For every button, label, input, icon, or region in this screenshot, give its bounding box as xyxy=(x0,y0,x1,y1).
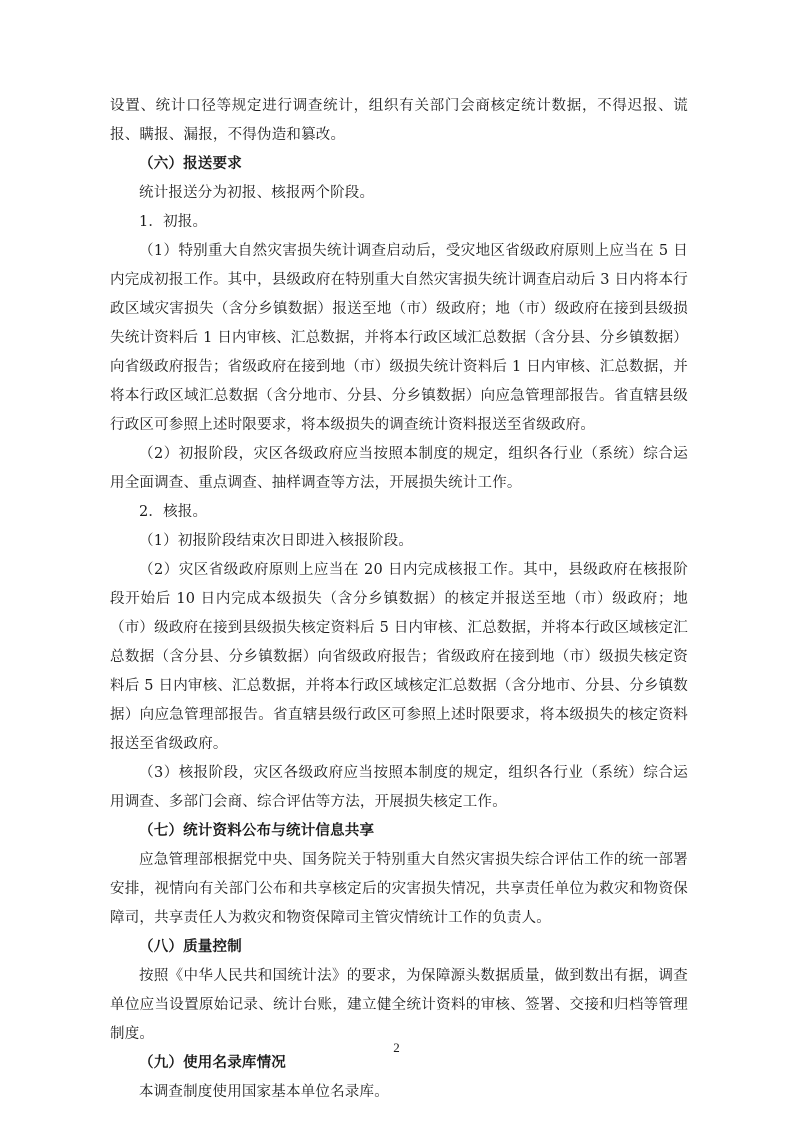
paragraph: （2）灾区省级政府原则上应当在 20 日内完成核报工作。其中，县级政府在核报阶段开始后 10 日内完成本级损失（含分乡镇数据）的核定并报送至地（市）级政府；地（市）级政府在接到县级损失核定资料后 5 日内审核、汇总数据，并将本行政区域核定汇总数据（含分县、分乡镇数据）向省级政府报告；省级政府在接到地（市）级损失核定资料后 5 日内审核、汇总数据，并将本行政区域核定汇总数据（含分地市、分县、分乡镇数据）向应急管理部报告。省直辖县级行政区可参照上述时限要求，将本级损失的核定资料报送至省级政府。 xyxy=(110,562,688,752)
paragraph: 按照《中华人民共和国统计法》的要求，为保障源头数据质量，做到数出有据，调查单位应当设置原始记录、统计台账，建立健全统计资料的审核、签署、交接和归档等管理制度。 xyxy=(110,968,688,1042)
paragraph-continuation: 设置、统计口径等规定进行调查统计，组织有关部门会商核定统计数据，不得迟报、谎报、瞒报、漏报，不得伪造和篡改。 xyxy=(110,98,688,143)
subheading-preliminary-report: 1．初报。 xyxy=(139,214,208,230)
paragraph: （2）初报阶段，灾区各级政府应当按照本制度的规定，组织各行业（系统）综合运用全面调查、重点调查、抽样调查等方法，开展损失统计工作。 xyxy=(110,446,688,491)
section-heading-7: （七）统计资料公布与统计信息共享 xyxy=(139,823,375,839)
section-heading-8: （八）质量控制 xyxy=(139,939,242,955)
section-heading-6: （六）报送要求 xyxy=(139,156,242,172)
paragraph: （3）核报阶段，灾区各级政府应当按照本制度的规定，组织各行业（系统）综合运用调查、多部门会商、综合评估等方法，开展损失核定工作。 xyxy=(110,765,688,810)
document-body xyxy=(110,92,688,1107)
page-number: 2 xyxy=(393,1040,400,1055)
subheading-verification-report: 2．核报。 xyxy=(139,504,208,520)
paragraph: （1）初报阶段结束次日即进入核报阶段。 xyxy=(139,533,414,549)
paragraph: （1）特别重大自然灾害损失统计调查启动后，受灾地区省级政府原则上应当在 5 日内完成初报工作。其中，县级政府在特别重大自然灾害损失统计调查启动后 3 日内将本行政区域灾害损失（含分乡镇数据）报送至地（市）级政府；地（市）级政府在接到县级损失统计资料后 1 日内审核、汇总数据，并将本行政区域汇总数据（含分县、分乡镇数据）向省级政府报告；省级政府在接到地（市）级损失统计资料后 1 日内审核、汇总数据，并将本行政区域汇总数据（含分地市、分县、分乡镇数据）向应急管理部报告。省直辖县级行政区可参照上述时限要求，将本级损失的调查统计资料报送至省级政府。 xyxy=(110,243,688,433)
paragraph: 应急管理部根据党中央、国务院关于特别重大自然灾害损失综合评估工作的统一部署安排，视情向有关部门公布和共享核定后的灾害损失情况，共享责任单位为救灾和物资保障司，共享责任人为救灾和物资保障司主管灾情统计工作的负责人。 xyxy=(110,852,688,926)
paragraph: 本调查制度使用国家基本单位名录库。 xyxy=(139,1084,389,1100)
section-heading-9: （九）使用名录库情况 xyxy=(139,1055,286,1071)
paragraph: 统计报送分为初报、核报两个阶段。 xyxy=(139,185,375,201)
